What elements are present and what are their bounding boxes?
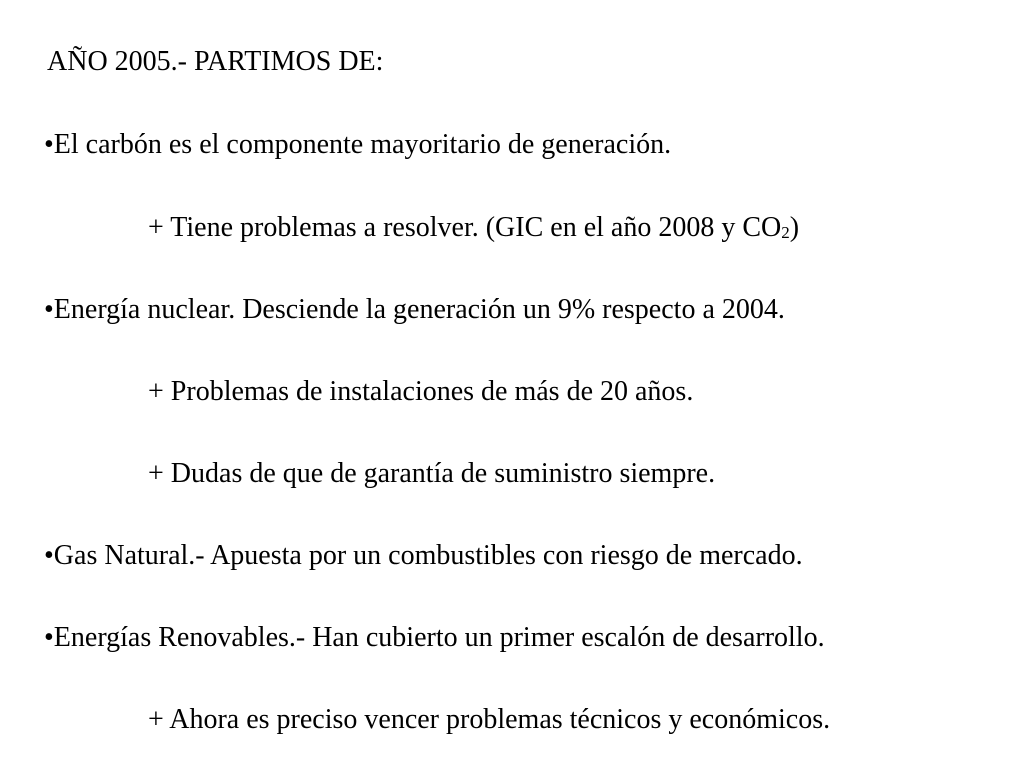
subpoint-nuclear-installations: + Problemas de instalaciones de más de 20 años. xyxy=(148,376,694,407)
subpoint-renewables-problems: + Ahora es preciso vencer problemas técnicos y económicos. xyxy=(148,704,831,735)
bullet-natural-gas: •Gas Natural.- Apuesta por un combustibles con riesgo de mercado. xyxy=(44,540,803,571)
bullet-nuclear: •Energía nuclear. Desciende la generación un 9% respecto a 2004. xyxy=(44,294,785,325)
slide-heading: AÑO 2005.- PARTIMOS DE: xyxy=(47,46,384,77)
co2-subscript: 2 xyxy=(781,223,790,242)
subpoint-coal-problems xyxy=(148,211,799,250)
co2-close-paren: ) xyxy=(789,212,800,243)
subpoint-nuclear-supply: + Dudas de que de garantía de suministro siempre. xyxy=(148,458,716,489)
bullet-coal: •El carbón es el componente mayoritario de generación. xyxy=(44,129,672,160)
subpoint-coal-problems-text: + Tiene problemas a resolver. (GIC en el año 2008 y CO xyxy=(148,212,782,243)
bullet-renewables: •Energías Renovables.- Han cubierto un primer escalón de desarrollo. xyxy=(44,622,825,653)
